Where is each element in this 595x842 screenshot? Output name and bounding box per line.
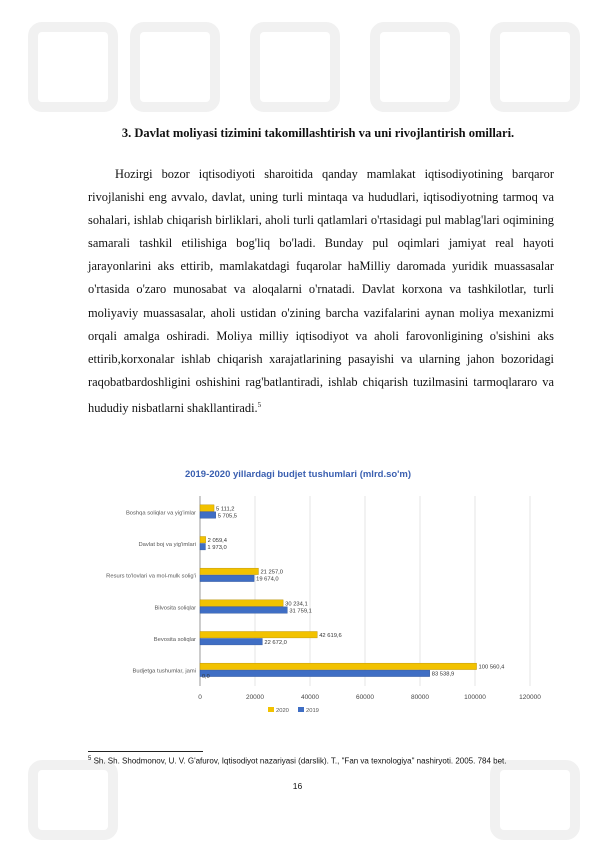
chart-svg bbox=[88, 460, 554, 730]
data-label: 83 538,9 bbox=[431, 671, 455, 678]
bar-2019 bbox=[200, 607, 287, 613]
data-label: 1 973,0 bbox=[207, 545, 227, 551]
x-tick-label: 80000 bbox=[410, 694, 430, 701]
bar-2020 bbox=[200, 600, 283, 606]
legend-swatch bbox=[268, 707, 274, 712]
bar-2019 bbox=[200, 639, 262, 645]
category-label: Boshqa soliqlar va yig'imlar bbox=[125, 510, 196, 517]
data-label: 0,0 bbox=[202, 674, 210, 681]
data-label: 31 759,1 bbox=[289, 608, 312, 615]
data-label: 30 234,1 bbox=[285, 601, 308, 608]
watermark-shape bbox=[130, 22, 220, 112]
x-tick-label: 0 bbox=[198, 694, 202, 701]
watermark-shape bbox=[28, 760, 118, 840]
category-label: Budjetga tushumlar, jami bbox=[132, 668, 196, 675]
page-number: 16 bbox=[292, 781, 303, 791]
body-paragraph bbox=[88, 163, 554, 420]
bar-2019 bbox=[200, 575, 254, 581]
footnote-number: 5 bbox=[88, 756, 92, 762]
x-tick-label: 20000 bbox=[245, 694, 265, 701]
data-label: 21 257,0 bbox=[260, 569, 284, 576]
x-tick-label: 60000 bbox=[355, 694, 375, 701]
data-label: 19 674,0 bbox=[256, 576, 279, 583]
data-label: 100 560,4 bbox=[478, 664, 505, 671]
x-tick-label: 120000 bbox=[519, 694, 541, 701]
x-tick-label: 100000 bbox=[464, 694, 486, 701]
chart-title: 2019-2020 yillardagi budjet tushumlari (mlrd.so'm) bbox=[184, 469, 412, 480]
section-heading: 3. Davlat moliyasi tizimini takomillashtirish va uni rivojlantirish omillari. bbox=[121, 126, 515, 140]
data-label: 42 619,6 bbox=[319, 633, 342, 639]
x-tick-label: 40000 bbox=[300, 694, 320, 701]
category-label: Davlat boj va yig'imlari bbox=[138, 542, 196, 548]
bar-2020 bbox=[200, 568, 258, 574]
data-label: 22 672,0 bbox=[264, 640, 287, 646]
footnote-ref: 5 bbox=[257, 400, 262, 409]
watermark-shape bbox=[370, 22, 460, 112]
category-label: Resurs to'lovlari va mol-mulk solig'i bbox=[106, 573, 196, 580]
bar-2019 bbox=[200, 512, 216, 518]
data-label: 2 059,4 bbox=[207, 538, 228, 544]
data-label: 5 705,5 bbox=[217, 513, 238, 520]
budget-chart bbox=[88, 460, 554, 730]
watermark-shape bbox=[490, 760, 580, 840]
legend-label: 2020 bbox=[276, 708, 289, 714]
footnote-rule bbox=[88, 751, 203, 752]
bar-2020 bbox=[200, 632, 317, 638]
footnote bbox=[88, 754, 554, 767]
bar-2020 bbox=[200, 663, 477, 669]
category-label: Bevosita soliqlar bbox=[153, 637, 196, 643]
bar-2019 bbox=[200, 670, 430, 676]
watermark-shape bbox=[490, 22, 580, 112]
bar-2020 bbox=[200, 537, 206, 543]
bar-2019 bbox=[200, 544, 205, 550]
watermark-shape bbox=[28, 22, 118, 112]
category-label: Bilvosita soliqlar bbox=[154, 605, 196, 612]
data-label: 5 111,2 bbox=[216, 506, 235, 513]
legend-label: 2019 bbox=[306, 708, 319, 714]
paragraph-text: Hozirgi bozor iqtisodiyoti sharoitida qanday mamlakat iqtisodiyotining barqaror rivojlanishi eng avvalo, davlat, uning turli mintaqa va hududlari, iqtisodiyotning tarmoq va sohalari, ishlab chiqarish birliklari, aholi turli qatlamlari o'rtasidagi pul mablag'lari oqimining samarali tashkil etilishiga bog'liq bo'ladi. Bunday pul oqimlari jamiyat real hayoti jarayonlarini aks ettirib, mamlakatdagi fuqarolar haMilliy daromada yuridik muassasalar o'rtasida o'zaro munosabat va aloqalarni o'rnatadi. Davlat korxona va tashkilotlar, turli moliyaviy muassasalar, aholi ustidan o'zining barcha vazifalarini aynan moliya mexanizmi orqali amalga oshiradi. Moliya milliy iqtisodiyot va aholi farovonligining o'sishini aks ettirib,korxonalar ishlab chiqarish xarajatlarining pasayishi va ularning jahon bozoridagi raqobatbardoshligini oshishini rag'batlantiradi, ishlab chiqarish tuzilmasini tarmoqlararo va hududiy nisbatlarni shakllantiradi. bbox=[88, 167, 554, 416]
bar-2020 bbox=[200, 505, 214, 511]
footnote-text: Sh. Sh. Shodmonov, U. V. G'afurov, Iqtisodiyot nazariyasi (darslik). T., "Fan va texnologiya" nashiryoti. 2005. 784 bet. bbox=[93, 756, 507, 766]
watermark-shape bbox=[250, 22, 340, 112]
legend-swatch bbox=[298, 707, 304, 712]
